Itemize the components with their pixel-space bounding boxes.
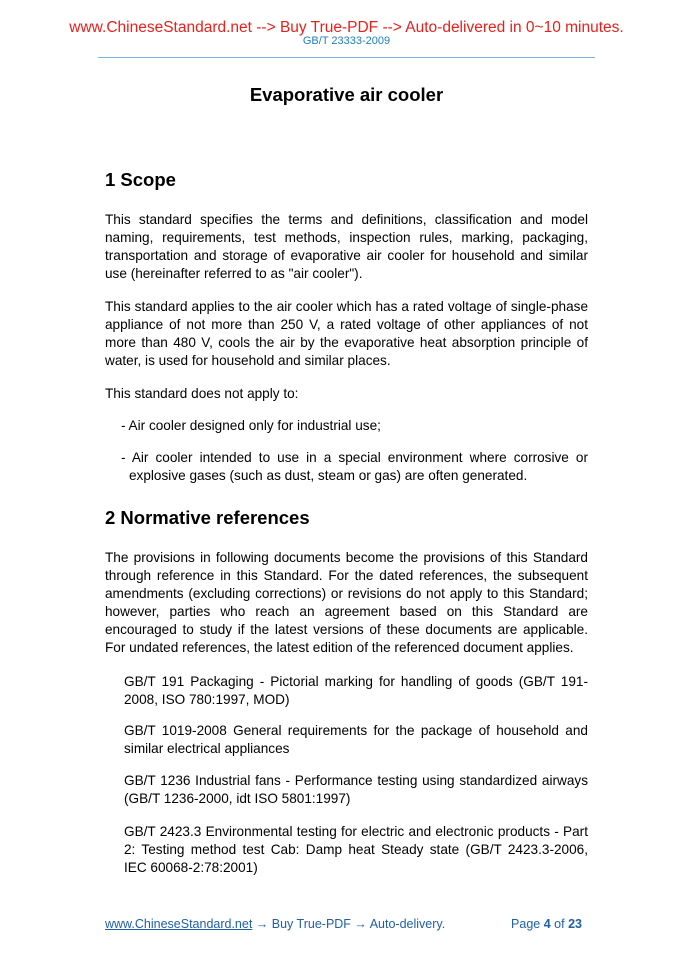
page-of-label: of <box>554 917 565 931</box>
section-heading-scope: 1 Scope <box>105 169 176 190</box>
scope-exclusion-item: - Air cooler designed only for industrial use; <box>121 418 381 433</box>
header-document-code: GB/T 23333-2009 <box>302 35 391 47</box>
reference-item: GB/T 1236 Industrial fans - Performance testing using standardized airways (GB/T 1236-2000, idt ISO 5801:1997) <box>124 773 588 806</box>
page-indicator <box>511 915 582 933</box>
references-intro-paragraph: The provisions in following documents become the provisions of this Standard through reference in this Standard. For the dated references, the subsequent amendments (excluding corrections) or revisions do not apply to this Standard; however, parties who reach an agreement based on this Standard are encouraged to study if the latest versions of these documents are applicable. For undated references, the latest edition of the referenced document applies. <box>105 550 588 655</box>
header-divider <box>98 57 595 58</box>
reference-item: GB/T 2423.3 Environmental testing for electric and electronic products - Part 2: Testing method test Cab: Damp heat Steady state (GB/T 2423.3-2006, IEC 60068-2:78:2001) <box>124 824 588 875</box>
scope-paragraph-2: This standard applies to the air cooler which has a rated voltage of single-phase appliance of not more than 250 V, a rated voltage of other appliances of not more than 480 V, cools the air by the evaporative heat absorption principle of water, is used for household and similar places. <box>105 299 588 368</box>
page-footer <box>105 915 588 933</box>
reference-item: GB/T 1019-2008 General requirements for the package of household and similar electrical appliances <box>124 723 588 756</box>
page-label: Page <box>511 917 541 931</box>
footer-site-link[interactable]: www.ChineseStandard.net <box>105 917 253 931</box>
document-title: Evaporative air cooler <box>249 84 444 105</box>
footer-promo <box>105 915 445 933</box>
scope-paragraph-1: This standard specifies the terms and definitions, classification and model naming, requirements, test methods, inspection rules, marking, packaging, transportation and storage of evaporative air cooler for household and similar use (hereinafter referred to as "air cooler"). <box>105 212 588 281</box>
page-number: 4 <box>543 917 551 931</box>
top-promo-banner[interactable]: www.ChineseStandard.net --> Buy True-PDF --> Auto-delivered in 0~10 minutes. <box>69 19 624 36</box>
page-total: 23 <box>568 917 582 931</box>
scope-exclusion-item: - Air cooler intended to use in a special environment where corrosive or explosive gases (such as dust, steam or gas) are often generated. <box>121 450 588 483</box>
section-heading-normative-references: 2 Normative references <box>105 507 310 528</box>
scope-paragraph-3: This standard does not apply to: <box>105 386 299 401</box>
reference-item: GB/T 191 Packaging - Pictorial marking for handling of goods (GB/T 191-2008, ISO 780:1997, MOD) <box>124 674 588 707</box>
footer-promo-text: → Buy True-PDF → Auto-delivery. <box>252 917 446 931</box>
